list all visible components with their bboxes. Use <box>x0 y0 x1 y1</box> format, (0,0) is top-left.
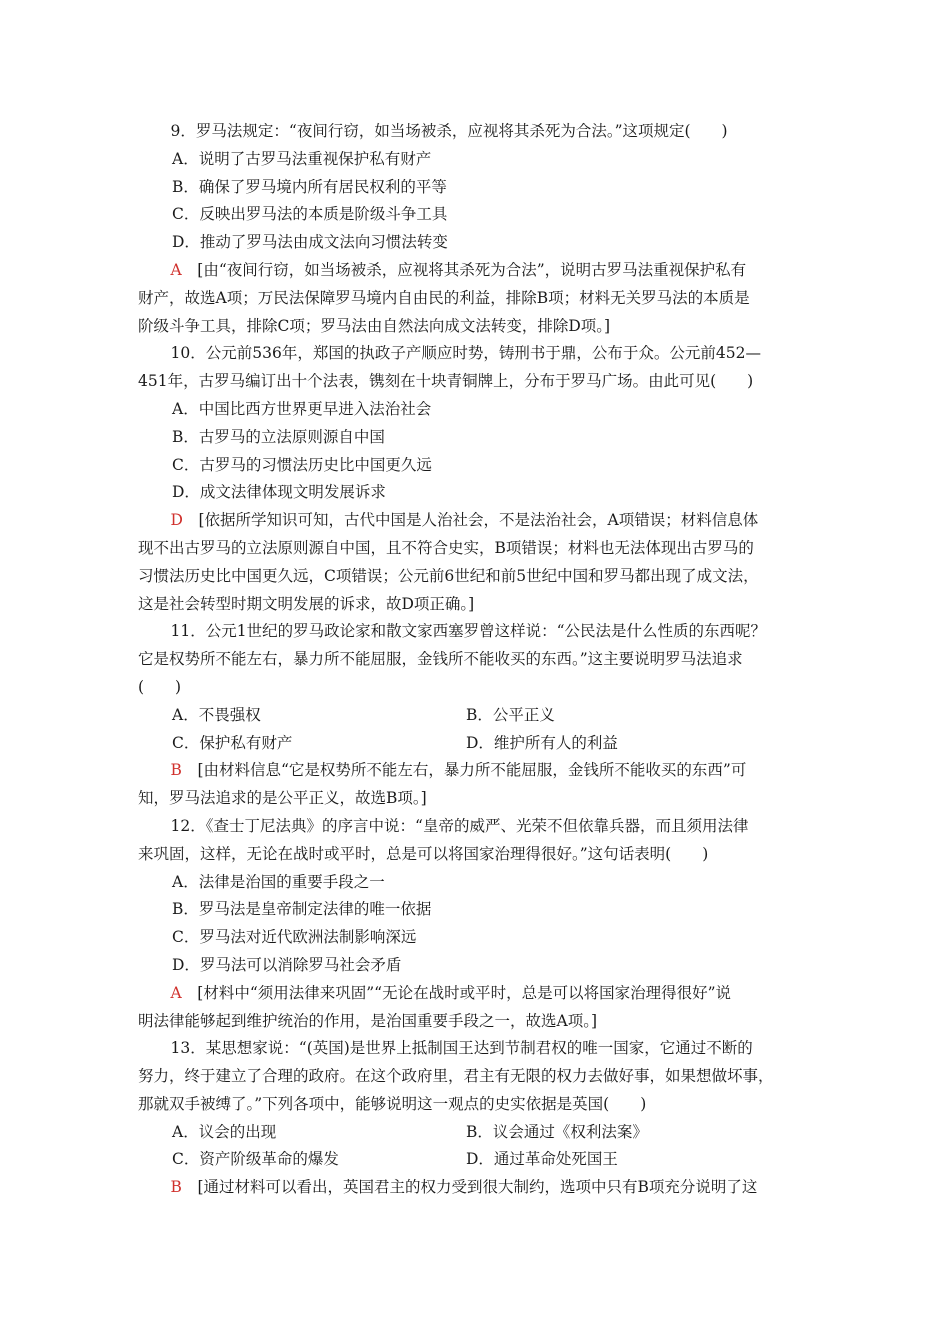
option-d: D．通过革命处死国王 <box>466 1150 618 1169</box>
option-a: A．中国比西方世界更早进入法治社会 <box>172 399 432 418</box>
explanation-line: 阶级斗争工具，排除C项；罗马法由自然法向成文法转变，排除D项。] <box>138 316 611 335</box>
option-c: C．反映出罗马法的本质是阶级斗争工具 <box>172 205 448 224</box>
question-stem: 12．《查士丁尼法典》的序言中说：“皇帝的威严、光荣不但依靠兵器，而且须用法律 <box>170 816 749 835</box>
option-d: D．维护所有人的利益 <box>466 733 618 752</box>
option-row <box>138 1119 818 1147</box>
question-13 <box>138 1035 818 1202</box>
document-body <box>138 118 818 1202</box>
option-a: A．议会的出现 <box>172 1122 277 1141</box>
question-9 <box>138 118 818 340</box>
question-stem: 11．公元1世纪的罗马政论家和散文家西塞罗曾这样说：“公民法是什么性质的东西呢？ <box>170 622 767 641</box>
question-stem: 13．某思想家说：“(英国)是世界上抵制国王达到节制君权的唯一国家，它通过不断的 <box>170 1039 753 1058</box>
question-stem: 10．公元前536年，郑国的执政子产顺应时势，铸刑书于鼎，公布于众。公元前452— <box>170 344 761 363</box>
question-12 <box>138 813 818 1035</box>
option-a: A．不畏强权 <box>172 705 261 724</box>
explanation-line: 习惯法历史比中国更久远，C项错误；公元前6世纪和前5世纪中国和罗马都出现了成文法， <box>138 566 759 585</box>
option-b: B．公平正义 <box>466 705 555 724</box>
answer-explanation: A [由“夜间行窃，如当场被杀，应视将其杀死为合法”，说明古罗马法重视保护私有 <box>170 260 747 279</box>
answer-explanation: B [通过材料可以看出，英国君主的权力受到很大制约，选项中只有B项充分说明了这 <box>170 1178 758 1197</box>
option-d: D．推动了罗马法由成文法向习惯法转变 <box>172 233 448 252</box>
answer-explanation: B [由材料信息“它是权势所不能左右，暴力所不能屈服，金钱所不能收买的东西”可 <box>170 761 747 780</box>
answer-letter: B <box>170 1178 182 1197</box>
option-c: C．保护私有财产 <box>172 733 293 752</box>
question-stem-cont: 来巩固，这样，无论在战时或平时，总是可以将国家治理得很好。”这句话表明( ) <box>138 844 709 863</box>
option-c: C．资产阶级革命的爆发 <box>172 1150 339 1169</box>
option-a: A．法律是治国的重要手段之一 <box>172 872 385 891</box>
option-c: C．罗马法对近代欧洲法制影响深远 <box>172 928 417 947</box>
explanation-line: 财产，故选A项；万民法保障罗马境内自由民的利益，排除B项；材料无关罗马法的本质是 <box>138 288 750 307</box>
question-stem-cont: 它是权势所不能左右，暴力所不能屈服，金钱所不能收买的东西。”这主要说明罗马法追求 <box>138 650 743 669</box>
option-b: B．确保了罗马境内所有居民权利的平等 <box>172 177 447 196</box>
explanation-line: 这是社会转型时期文明发展的诉求，故D项正确。] <box>138 594 475 613</box>
question-stem-cont: 那就双手被缚了。”下列各项中，能够说明这一观点的史实依据是英国( ) <box>138 1094 647 1113</box>
explanation-line: 知，罗马法追求的是公平正义，故选B项。] <box>138 789 427 808</box>
option-row <box>138 702 818 730</box>
answer-explanation: A [材料中“须用法律来巩固”“无论在战时或平时，总是可以将国家治理得很好”说 <box>170 983 732 1002</box>
option-row <box>138 1146 818 1174</box>
question-stem: 9．罗马法规定：“夜间行窃，如当场被杀，应视将其杀死为合法。”这项规定( ) <box>170 122 728 140</box>
question-stem-cont: ( ) <box>138 677 182 696</box>
option-b: B．罗马法是皇帝制定法律的唯一依据 <box>172 900 432 919</box>
answer-explanation: D [依据所学知识可知，古代中国是人治社会，不是法治社会，A项错误；材料信息体 <box>170 511 759 530</box>
question-11 <box>138 618 818 813</box>
answer-letter: B <box>170 761 182 780</box>
question-10 <box>138 340 818 618</box>
option-b: B．古罗马的立法原则源自中国 <box>172 427 385 446</box>
answer-letter: A <box>170 983 182 1002</box>
question-stem-cont: 努力，终于建立了合理的政府。在这个政府里，君主有无限的权力去做好事，如果想做坏事， <box>138 1067 774 1086</box>
option-c: C．古罗马的习惯法历史比中国更久远 <box>172 455 432 474</box>
explanation-line: 现不出古罗马的立法原则源自中国，且不符合史实，B项错误；材料也无法体现出古罗马的 <box>138 538 754 557</box>
option-d: D．罗马法可以消除罗马社会矛盾 <box>172 955 402 974</box>
question-stem-cont: 451年，古罗马编订出十个法表，镌刻在十块青铜牌上，分布于罗马广场。由此可见( ) <box>138 372 754 391</box>
explanation-line: 明法律能够起到维护统治的作用，是治国重要手段之一，故选A项。] <box>138 1011 597 1030</box>
option-row <box>138 730 818 758</box>
answer-letter: A <box>170 260 182 279</box>
answer-letter: D <box>170 511 183 530</box>
option-a: A．说明了古罗马法重视保护私有财产 <box>172 149 432 168</box>
option-b: B．议会通过《权利法案》 <box>466 1122 648 1141</box>
option-d: D．成文法律体现文明发展诉求 <box>172 483 386 502</box>
